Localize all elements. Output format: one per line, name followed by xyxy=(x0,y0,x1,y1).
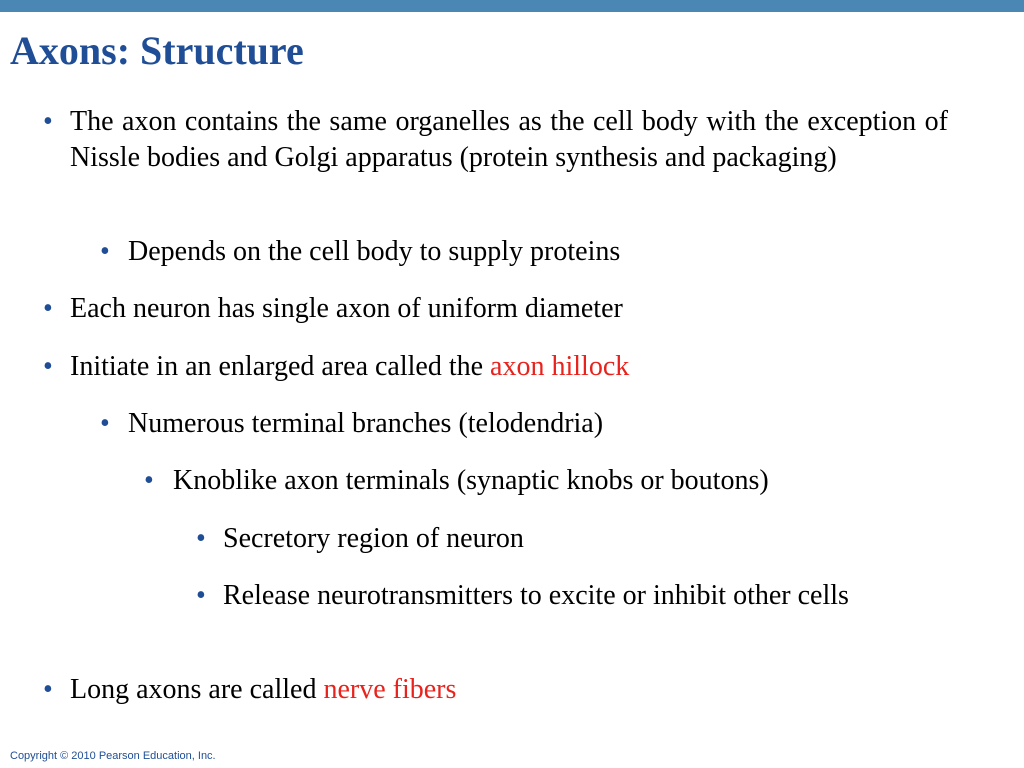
bullet-item xyxy=(43,349,950,385)
bullet-item xyxy=(144,463,953,499)
highlight-term: axon hillock xyxy=(490,351,630,382)
bullet-text: Each neuron has single axon of uniform diameter xyxy=(70,293,623,324)
bullet-marker: • xyxy=(196,523,206,554)
bullet-marker: • xyxy=(43,293,53,324)
bullet-text: The axon contains the same organelles as the cell body with the exception of Nissle bodies and Golgi apparatus (protein synthesis and packaging) xyxy=(70,106,948,173)
top-accent-bar xyxy=(0,0,1024,12)
bullet-marker: • xyxy=(144,465,154,496)
bullet-item xyxy=(196,521,923,557)
bullet-text: Initiate in an enlarged area called the xyxy=(70,351,491,382)
bullet-text: Long axons are called xyxy=(70,674,324,705)
bullet-text: Release neurotransmitters to excite or inhibit other cells xyxy=(223,580,849,611)
slide-title: Axons: Structure xyxy=(10,28,304,73)
bullet-marker: • xyxy=(43,106,53,137)
bullet-item xyxy=(43,104,948,176)
bullet-text: Numerous terminal branches (telodendria) xyxy=(128,408,604,439)
bullet-marker: • xyxy=(196,580,206,611)
bullet-item xyxy=(43,672,950,708)
bullet-marker: • xyxy=(43,351,53,382)
copyright-notice: Copyright © 2010 Pearson Education, Inc. xyxy=(10,750,216,762)
bullet-item xyxy=(43,291,950,327)
bullet-text: Secretory region of neuron xyxy=(223,523,524,554)
bullet-marker: • xyxy=(43,674,53,705)
bullet-text: Depends on the cell body to supply proteins xyxy=(128,236,621,267)
bullet-item xyxy=(196,578,923,614)
bullet-marker: • xyxy=(100,408,110,439)
bullet-marker: • xyxy=(100,236,110,267)
bullet-item xyxy=(100,406,928,442)
highlight-term: nerve fibers xyxy=(323,674,457,705)
bullet-text: Knoblike axon terminals (synaptic knobs or boutons) xyxy=(173,465,769,496)
bullet-item xyxy=(100,234,928,270)
